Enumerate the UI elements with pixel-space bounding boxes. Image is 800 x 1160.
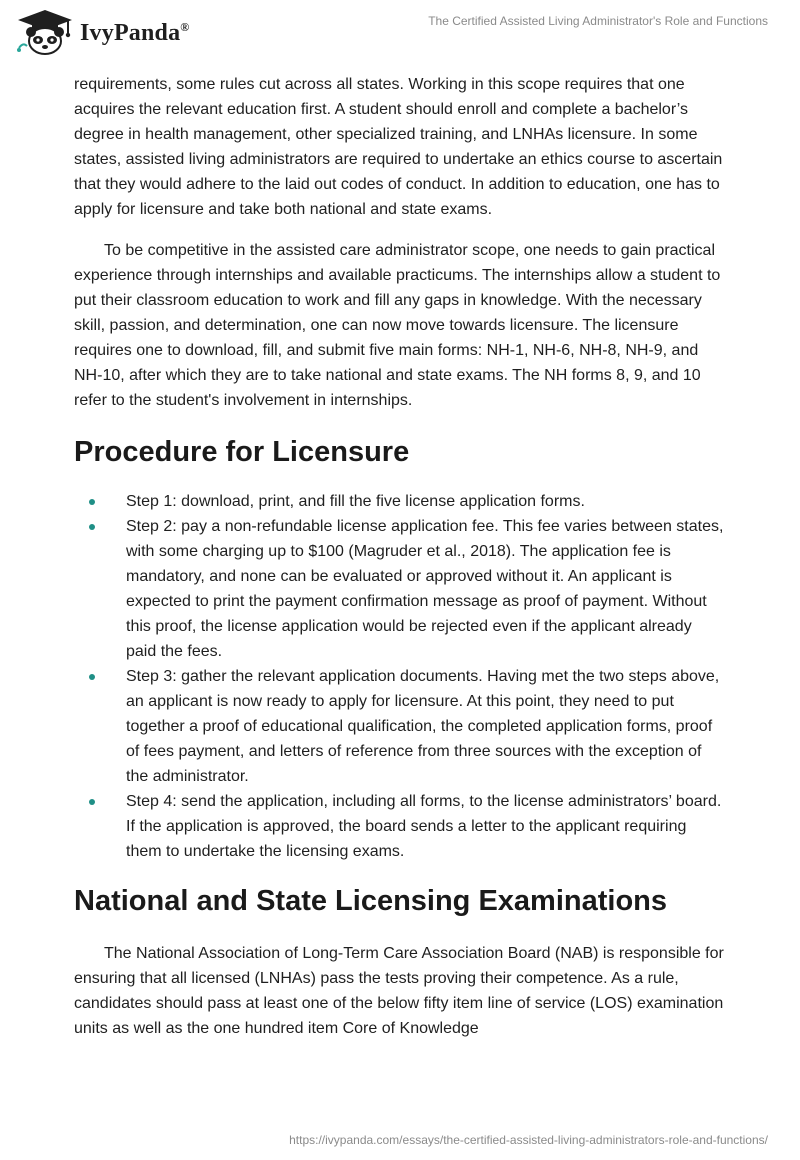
brand-label: IvyPanda bbox=[80, 20, 181, 46]
list-item bbox=[74, 514, 726, 664]
step-text: Step 2: pay a non-refundable license application fee. This fee varies between states, with some charging up to $100 (Magruder et al., 2018). The application fee is mandatory, and none can be evaluated or approved without it. An applicant is expected to print the payment confirmation message as proof of payment. Without this proof, the license application would be rejected even if the applicant already paid the fees. bbox=[126, 518, 724, 660]
page-header bbox=[0, 0, 800, 70]
step-text: Step 1: download, print, and fill the five license application forms. bbox=[126, 493, 585, 510]
source-url-link[interactable]: https://ivypanda.com/essays/the-certified-assisted-living-administrators-role-and-functions/ bbox=[289, 1133, 768, 1147]
brand-registered-mark: ® bbox=[180, 20, 190, 34]
document-title: The Certified Assisted Living Administrator's Role and Functions bbox=[428, 14, 768, 28]
list-item bbox=[74, 789, 726, 864]
licensure-steps-list bbox=[74, 489, 726, 864]
heading-procedure-for-licensure: Procedure for Licensure bbox=[74, 436, 410, 468]
list-item bbox=[74, 664, 726, 789]
paragraph-experience: To be competitive in the assisted care administrator scope, one needs to gain practical experience through internships and available practicums. The internships allow a student to put their classroom education to work and fill any gaps in knowledge. With the necessary skill, passion, and determination, one can now move towards licensure. The licensure requires one to download, fill, and submit five main forms: NH-1, NH-6, NH-8, NH-9, and NH-10, after which they are to take national and state exams. The NH forms 8, 9, and 10 refer to the student's involvement in internships. bbox=[74, 242, 721, 409]
bullet-icon bbox=[89, 674, 95, 680]
bullet-icon bbox=[89, 524, 95, 530]
bullet-icon bbox=[89, 799, 95, 805]
bullet-icon bbox=[89, 499, 95, 505]
heading-licensing-examinations: National and State Licensing Examinations bbox=[74, 885, 668, 917]
step-text: Step 3: gather the relevant application documents. Having met the two steps above, an applicant is now ready to apply for licensure. At this point, they need to put together a proof of educational qualification, the completed application forms, proof of fees payment, and letters of reference from three sources with the exception of the administrator. bbox=[126, 668, 720, 785]
panda-logo-icon[interactable] bbox=[14, 8, 76, 56]
step-text: Step 4: send the application, including all forms, to the license administrators’ board. If the application is approved, the board sends a letter to the applicant requiring them to undertake the licensing exams. bbox=[126, 793, 722, 860]
essay-body bbox=[74, 72, 726, 1041]
paragraph-nab: The National Association of Long-Term Care Association Board (NAB) is responsible for ensuring that all licensed (LNHAs) pass the tests proving their competence. As a rule, candidates should pass at least one of the below fifty item line of service (LOS) examination units as well as the one hundred item Core of Knowledge bbox=[74, 945, 724, 1037]
paragraph-requirements: requirements, some rules cut across all states. Working in this scope requires that one acquires the relevant education first. A student should enroll and complete a bachelor’s degree in health management, other specialized training, and LNHAs licensure. In some states, assisted living administrators are required to undertake an ethics course to ascertain that they would adhere to the laid out codes of conduct. In addition to education, one has to apply for licensure and take both national and state exams. bbox=[74, 76, 723, 218]
brand-name[interactable] bbox=[80, 20, 189, 47]
list-item bbox=[74, 489, 726, 514]
